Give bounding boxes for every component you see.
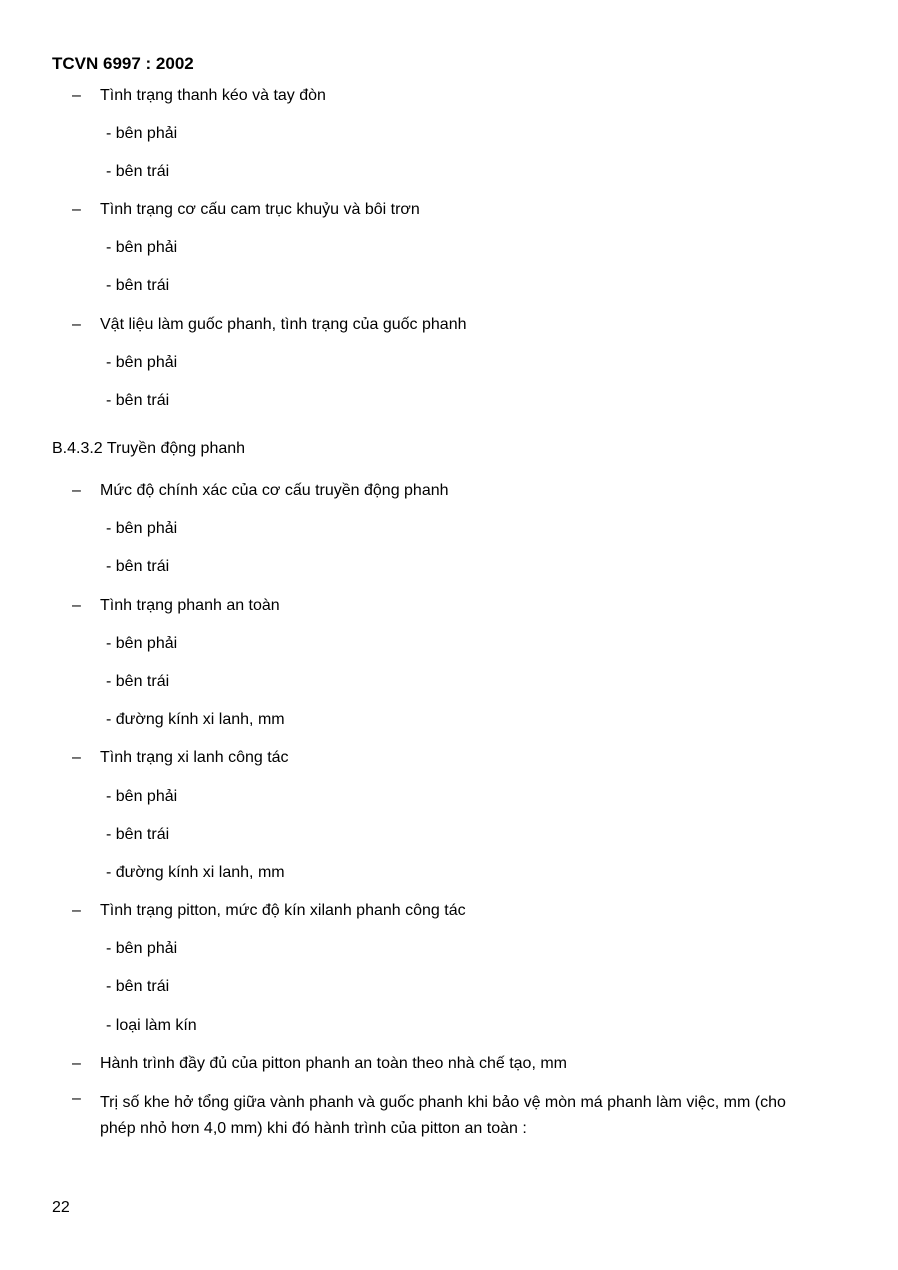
sub-item: - bên trái [106,163,170,180]
sub-item: - bên trái [106,673,170,690]
sub-item: - bên phải [106,520,178,537]
list-item: Tình trạng xi lanh công tác [100,749,289,766]
sub-item: - bên phải [106,239,178,256]
list-item: Trị số khe hở tổng giữa vành phanh và guốc phanh khi bảo vệ mòn má phanh làm việc, mm (cho phép nhỏ hơn 4,0 mm) khi đó hành trình của pitton an toàn : [100,1094,786,1137]
sub-item: - bên phải [106,940,178,957]
dash-bullet: – [72,749,81,766]
dash-bullet: – [72,482,81,499]
list-item: Tình trạng phanh an toàn [100,597,280,614]
sub-item: - bên trái [106,277,170,294]
dash-bullet: – [72,902,81,919]
page-header: TCVN 6997 : 2002 [52,54,194,73]
list-item: Mức độ chính xác của cơ cấu truyền động phanh [100,482,449,499]
list-item: Tình trạng thanh kéo và tay đòn [100,87,326,104]
sub-item: - đường kính xi lanh, mm [106,711,285,728]
list-item: Tình trạng pitton, mức độ kín xilanh phanh công tác [100,902,466,919]
dash-bullet: – [72,1090,81,1107]
sub-item: - bên trái [106,978,170,995]
sub-item: - bên trái [106,826,170,843]
dash-bullet: – [72,316,81,333]
sub-item: - bên phải [106,125,178,142]
dash-bullet: – [72,87,81,104]
list-item: Vật liệu làm guốc phanh, tình trạng của guốc phanh [100,316,467,333]
sub-item: - đường kính xi lanh, mm [106,864,285,881]
sub-item: - bên phải [106,635,178,652]
dash-bullet: – [72,201,81,218]
list-item: Hành trình đầy đủ của pitton phanh an toàn theo nhà chế tạo, mm [100,1055,567,1072]
sub-item: - loại làm kín [106,1017,197,1034]
sub-item: - bên phải [106,354,178,371]
list-item: Tình trạng cơ cấu cam trục khuỷu và bôi trơn [100,201,420,218]
dash-bullet: – [72,1055,81,1072]
sub-item: - bên phải [106,788,178,805]
sub-item: - bên trái [106,558,170,575]
sub-item: - bên trái [106,392,170,409]
dash-bullet: – [72,597,81,614]
section-heading: B.4.3.2 Truyền động phanh [52,440,246,457]
page-number: 22 [52,1199,70,1216]
